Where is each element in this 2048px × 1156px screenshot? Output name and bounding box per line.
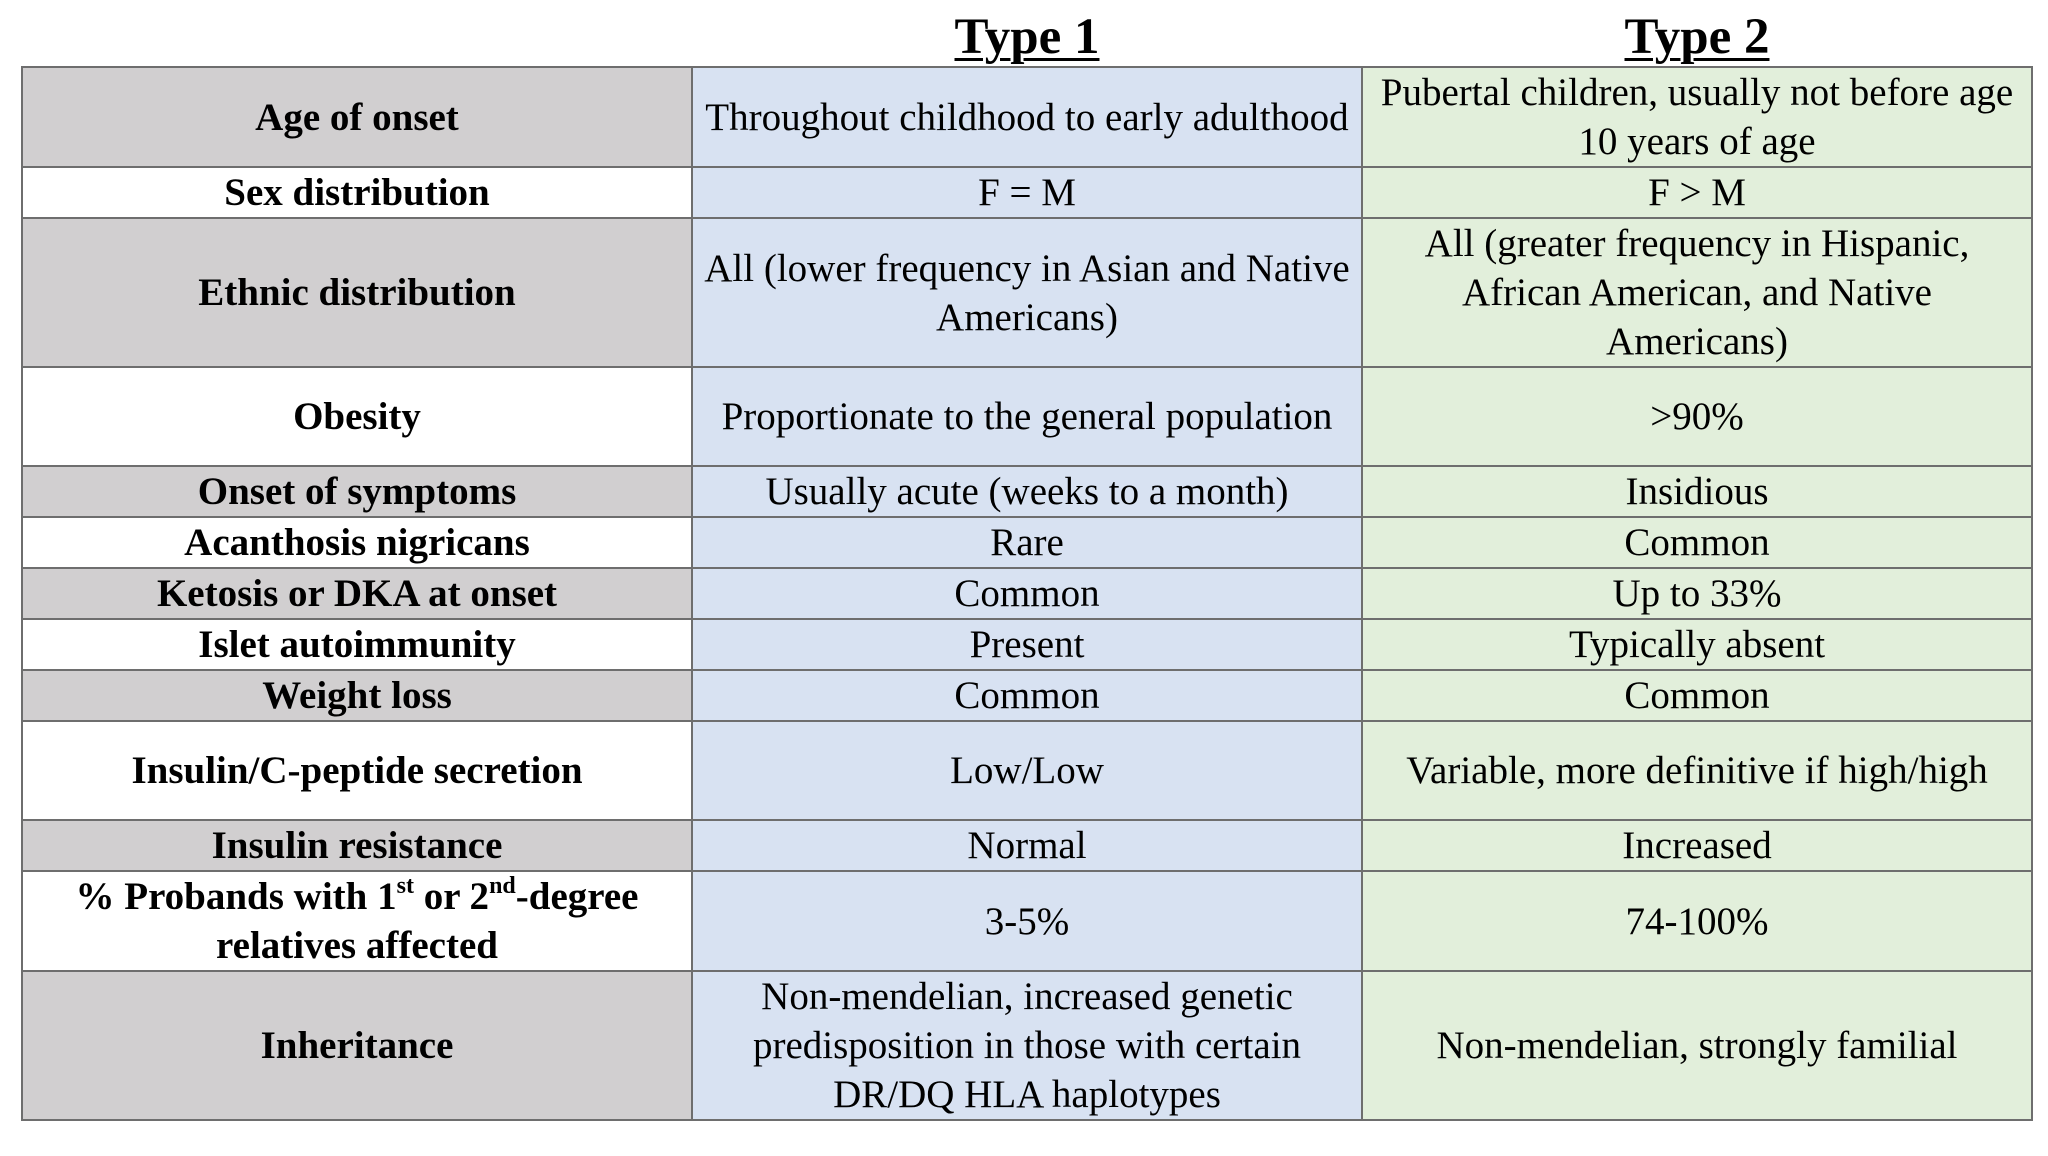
type1-cell: Normal [692,820,1362,871]
table-row [22,721,2032,820]
type2-cell: Insidious [1362,466,2032,517]
table-row [22,568,2032,619]
row-label-part: % Probands with 1 [75,875,397,918]
row-label: Sex distribution [22,167,692,218]
table-row [22,871,2032,971]
type1-cell: All (lower frequency in Asian and Native Americans) [692,218,1362,367]
table-row [22,167,2032,218]
type1-cell: F = M [692,167,1362,218]
type1-cell: Present [692,619,1362,670]
comparison-table-container [21,8,2031,1121]
table-row [22,367,2032,466]
row-label: Ketosis or DKA at onset [22,568,692,619]
row-label: Onset of symptoms [22,466,692,517]
ordinal-suffix: nd [489,873,516,899]
type1-cell: Common [692,568,1362,619]
row-label: Age of onset [22,67,692,167]
header-row [22,8,2032,67]
type2-cell: >90% [1362,367,2032,466]
row-label-part: -degree relatives affected [216,875,639,967]
header-blank-cell [22,8,692,67]
type1-cell: Usually acute (weeks to a month) [692,466,1362,517]
table-row [22,619,2032,670]
row-label: Acanthosis nigricans [22,517,692,568]
table-row [22,820,2032,871]
row-label: Ethnic distribution [22,218,692,367]
row-label: Inheritance [22,971,692,1120]
table-row [22,971,2032,1120]
type1-cell: Throughout childhood to early adulthood [692,67,1362,167]
type2-cell: Increased [1362,820,2032,871]
row-label: Insulin resistance [22,820,692,871]
type1-cell: 3-5% [692,871,1362,971]
type2-cell: Non-mendelian, strongly familial [1362,971,2032,1120]
type2-cell: 74-100% [1362,871,2032,971]
table-row [22,218,2032,367]
type2-cell: All (greater frequency in Hispanic, African American, and Native Americans) [1362,218,2032,367]
table-row [22,517,2032,568]
type1-cell: Low/Low [692,721,1362,820]
type1-cell: Common [692,670,1362,721]
header-type2: Type 2 [1362,8,2032,67]
row-label-part: or 2 [413,875,490,918]
type2-cell: Up to 33% [1362,568,2032,619]
row-label: Insulin/C-peptide secretion [22,721,692,820]
row-label: Weight loss [22,670,692,721]
diabetes-comparison-table [21,8,2033,1121]
row-label: Obesity [22,367,692,466]
type1-cell: Non-mendelian, increased genetic predisposition in those with certain DR/DQ HLA haplotypes [692,971,1362,1120]
ordinal-suffix: st [396,873,414,899]
type2-cell: Common [1362,670,2032,721]
type2-cell: Variable, more definitive if high/high [1362,721,2032,820]
row-label [22,871,692,971]
header-type1: Type 1 [692,8,1362,67]
type1-cell: Proportionate to the general population [692,367,1362,466]
table-row [22,670,2032,721]
table-row [22,466,2032,517]
type2-cell: Pubertal children, usually not before age 10 years of age [1362,67,2032,167]
row-label: Islet autoimmunity [22,619,692,670]
type2-cell: Common [1362,517,2032,568]
type2-cell: Typically absent [1362,619,2032,670]
type2-cell: F > M [1362,167,2032,218]
table-row [22,67,2032,167]
type1-cell: Rare [692,517,1362,568]
